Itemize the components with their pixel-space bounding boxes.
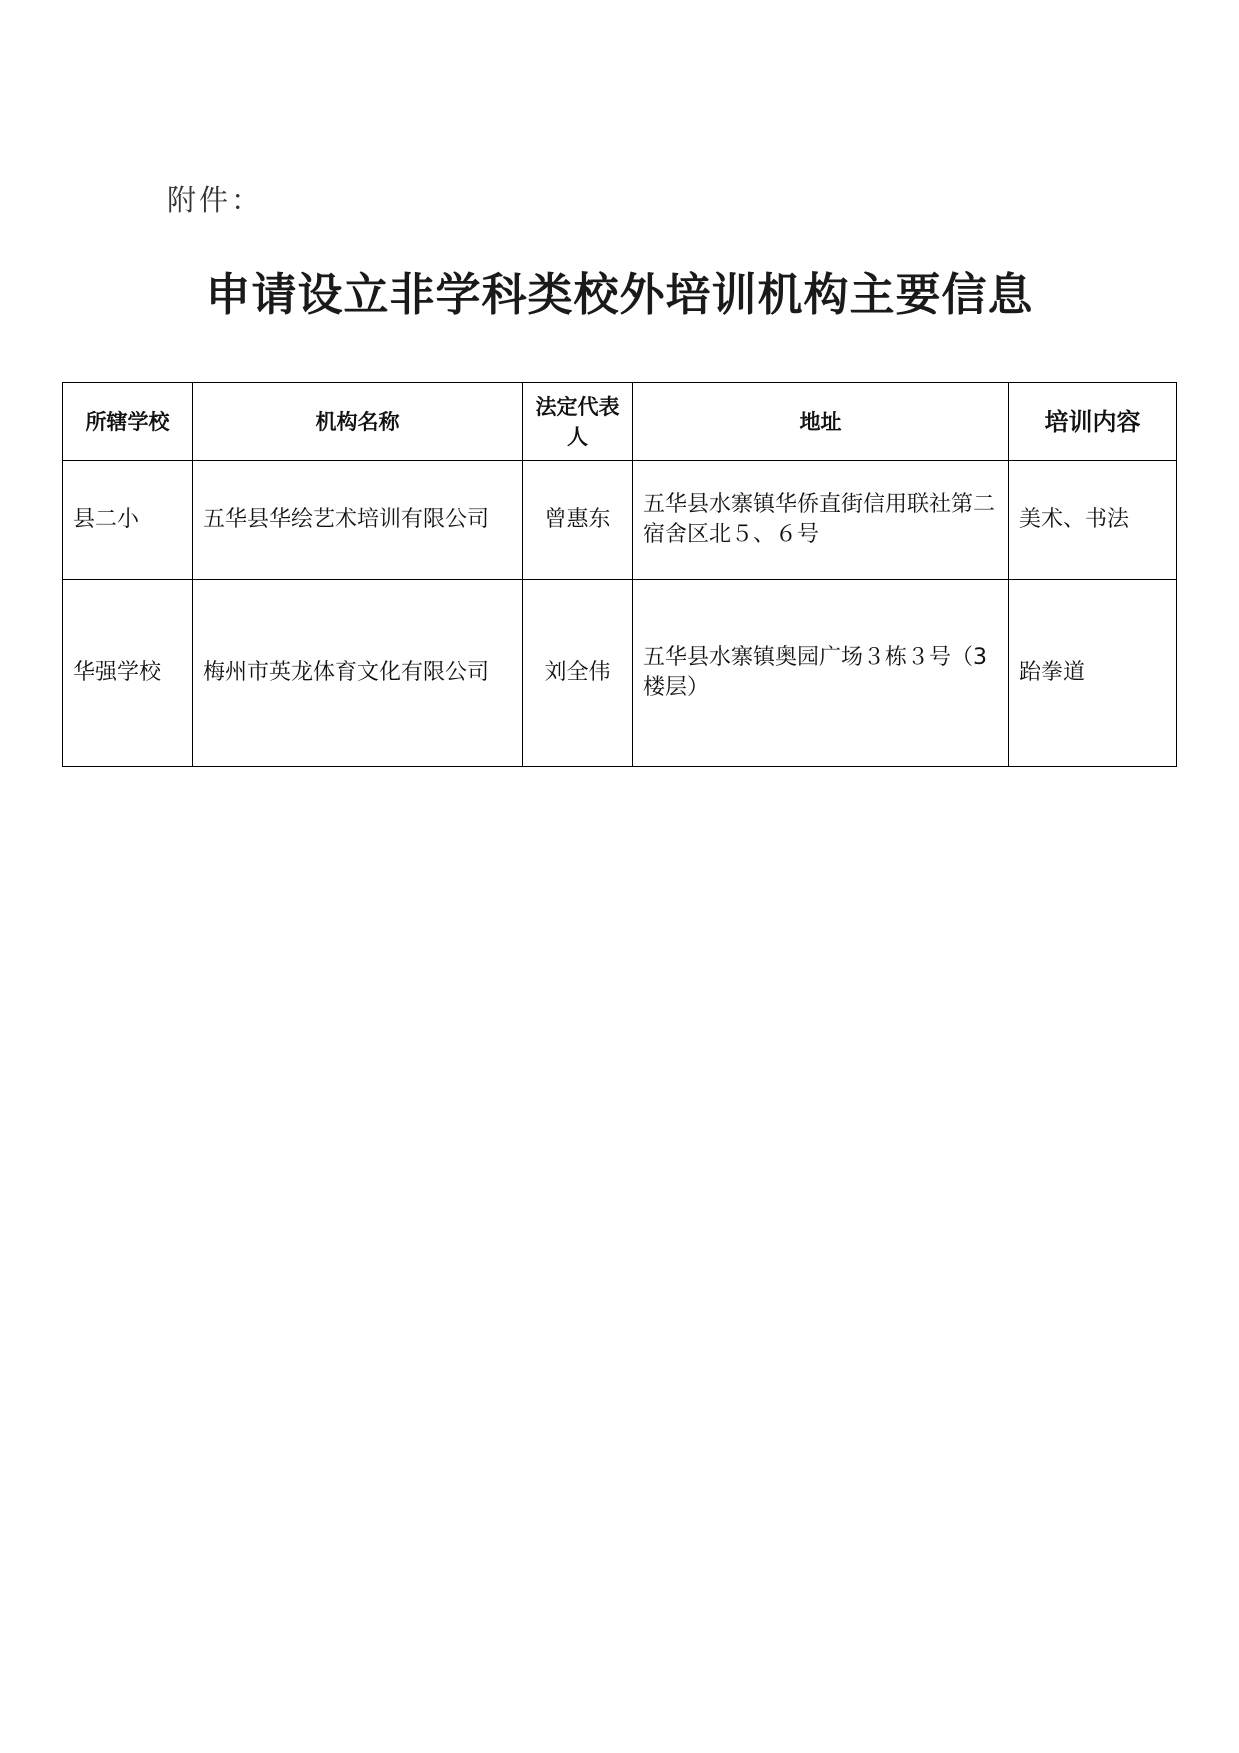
cell-school: 县二小 [63, 461, 193, 580]
cell-legal-rep: 曾惠东 [523, 461, 633, 580]
header-org-name: 机构名称 [193, 383, 523, 461]
table-row [63, 580, 1177, 767]
table-header-row [63, 383, 1177, 461]
cell-content: 美术、书法 [1009, 461, 1177, 580]
attachment-label: 附件： [167, 183, 264, 217]
cell-address: 五华县水寨镇奥园广场３栋３号（3楼层） [633, 580, 1009, 767]
document-title: 申请设立非学科类校外培训机构主要信息 [205, 268, 1034, 321]
cell-org-name: 梅州市英龙体育文化有限公司 [193, 580, 523, 767]
cell-legal-rep: 刘全伟 [523, 580, 633, 767]
header-address: 地址 [633, 383, 1009, 461]
header-school: 所辖学校 [63, 383, 193, 461]
cell-school: 华强学校 [63, 580, 193, 767]
table-row [63, 461, 1177, 580]
cell-org-name: 五华县华绘艺术培训有限公司 [193, 461, 523, 580]
cell-content: 跆拳道 [1009, 580, 1177, 767]
header-content: 培训内容 [1009, 383, 1177, 461]
cell-address: 五华县水寨镇华侨直街信用联社第二宿舍区北５、６号 [633, 461, 1009, 580]
institution-info-table [62, 382, 1177, 767]
header-legal-rep: 法定代表人 [523, 383, 633, 461]
